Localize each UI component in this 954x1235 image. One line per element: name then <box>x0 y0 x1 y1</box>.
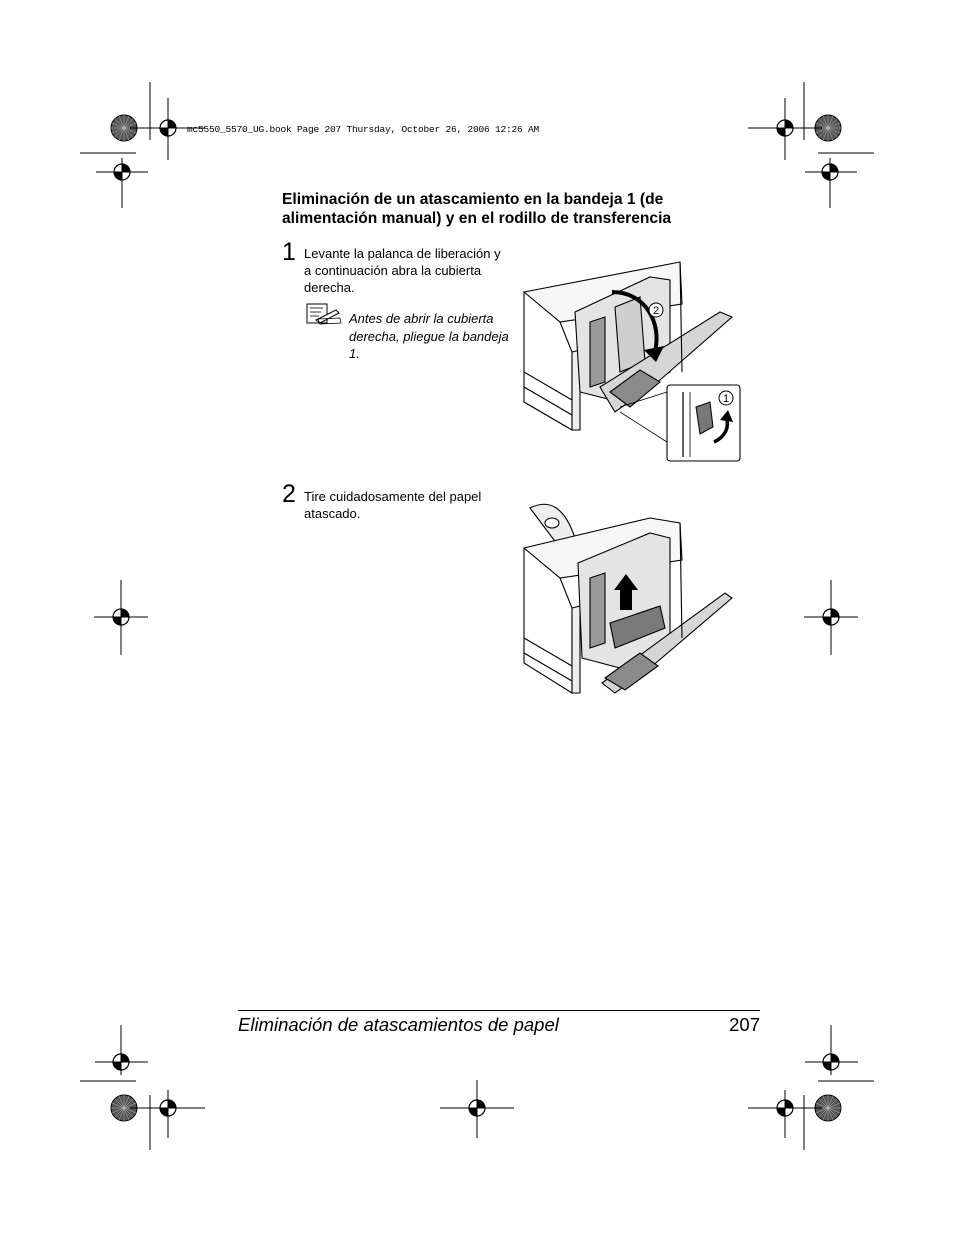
callout-1: 1 <box>722 393 730 405</box>
step-2-number: 2 <box>282 480 296 508</box>
printer-open-cover-illustration <box>520 252 745 464</box>
step-2-text: Tire cuidadosamente del papel atascado. <box>304 489 482 521</box>
printer-paper-removal-illustration <box>520 498 745 705</box>
section-title: Eliminación de un atascamiento en la bandeja 1 (de alimentación manual) y en el rodillo de transferencia <box>282 191 672 227</box>
note-icon <box>306 303 342 325</box>
footer-chapter-title: Eliminación de atascamientos de papel <box>238 1014 559 1035</box>
book-header-line: mc5550_5570_UG.book Page 207 Thursday, October 26, 2006 12:26 AM <box>187 124 540 135</box>
page-number: 207 <box>729 1014 760 1035</box>
step-1-number: 1 <box>282 238 296 266</box>
callout-2: 2 <box>652 305 660 317</box>
step-1-note: Antes de abrir la cubierta derecha, pliegue la bandeja 1. <box>349 311 509 361</box>
step-1-text: Levante la palanca de liberación y a continuación abra la cubierta derecha. <box>304 246 501 295</box>
footer-rule <box>238 1010 760 1011</box>
